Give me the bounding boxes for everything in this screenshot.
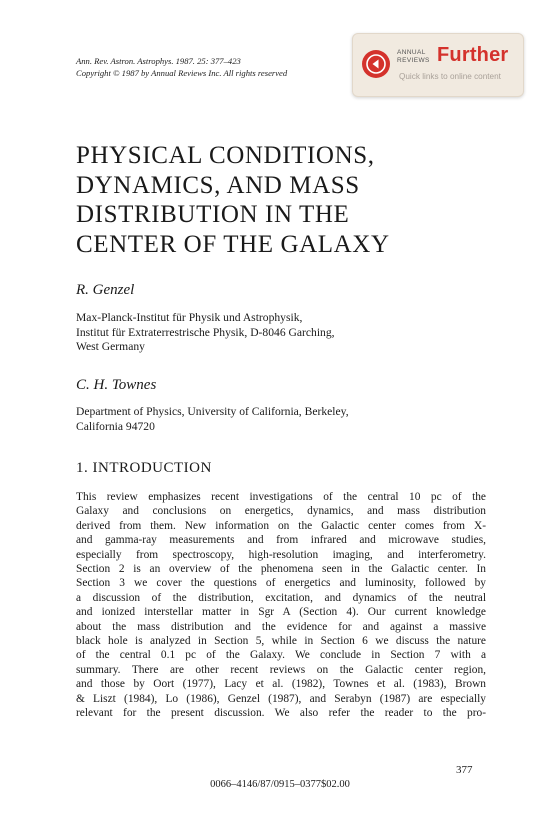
further-links-badge[interactable] — [352, 33, 524, 97]
author-affiliation — [76, 311, 335, 355]
further-word: Further — [437, 44, 509, 66]
body-line: especially from spectroscopy, high-resolution imaging, and interferometry. — [76, 548, 486, 561]
body-line: and gamma-ray measurements and from infrared and microwave studies, — [76, 534, 486, 547]
body-line: & Liszt (1984), Lo (1986), Genzel (1987), and Serabyn (1987) are especially — [76, 692, 486, 705]
body-line: of the central 0.1 pc of the Galaxy. We conclude in Section 7 with a — [76, 649, 486, 662]
body-line: Section 2 is an overview of the phenomena seen in the Galactic center. In — [76, 563, 486, 576]
citation-line: Ann. Rev. Astron. Astrophys. 1987. 25: 377–423 — [76, 56, 241, 66]
title-line: CENTER OF THE GALAXY — [76, 230, 390, 258]
affiliation-line: California 94720 — [76, 419, 155, 433]
body-line: black hole is analyzed in Section 5, while in Section 6 we discuss the nature — [76, 635, 486, 648]
section-heading: 1. INTRODUCTION — [76, 460, 212, 476]
affiliation-line: West Germany — [76, 340, 145, 353]
body-line: and ionized interstellar matter in Sgr A (Section 4). Our current knowledge — [76, 606, 486, 619]
body-line: a discussion of the distribution, excitation, and dynamics of the neutral — [76, 591, 486, 604]
body-line: about the mass distribution and the evidence for and against a massive — [76, 620, 486, 633]
body-line: Section 3 we cover the questions of energetics and luminosity, followed by — [76, 577, 486, 590]
body-line: Galaxy and conclusions on energetics, dynamics, and mass distribution — [76, 505, 486, 518]
body-line: This review emphasizes recent investigations of the central 10 pc of the — [76, 491, 486, 503]
title-line: PHYSICAL CONDITIONS, — [76, 142, 375, 169]
author-affiliation — [76, 405, 349, 434]
journal-header — [76, 56, 287, 79]
body-line: derived from them. New information on the Galactic center comes from X- — [76, 519, 486, 532]
title-line: DYNAMICS, AND MASS — [76, 171, 360, 199]
title-line: DISTRIBUTION IN THE — [76, 201, 350, 228]
body-line: and those by Oort (1977), Lacy et al. (1982), Townes et al. (1983), Brown — [76, 678, 486, 691]
affiliation-line: Department of Physics, University of California, Berkeley, — [76, 405, 349, 418]
annual-reviews-wordmark — [397, 49, 430, 64]
article-title — [76, 141, 496, 259]
body-line: summary. There are other recent reviews on the Galactic center region, — [76, 663, 486, 676]
body-paragraph — [76, 490, 486, 721]
author-name: R. Genzel — [76, 282, 135, 298]
back-arrow-icon — [362, 50, 390, 78]
annual-word: ANNUAL — [397, 49, 426, 56]
page-number: 377 — [456, 764, 473, 776]
reviews-word: REVIEWS — [397, 56, 430, 64]
author-name: C. H. Townes — [76, 377, 157, 393]
affiliation-line: Institut für Extraterrestrische Physik, D-8046 Garching, — [76, 325, 335, 339]
copyright-line: Copyright © 1987 by Annual Reviews Inc. All rights reserved — [76, 67, 288, 78]
quick-links-tagline: Quick links to online content — [399, 72, 501, 81]
body-line: relevant for the present discussion. We also refer the reader to the pro- — [76, 707, 486, 720]
affiliation-line: Max-Planck-Institut für Physik und Astrophysik, — [76, 311, 303, 324]
footer-code: 0066–4146/87/0915–0377$02.00 — [210, 779, 350, 790]
